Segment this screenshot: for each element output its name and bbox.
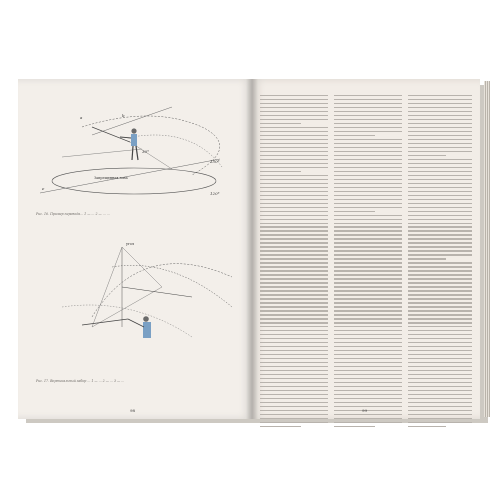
right-page [252, 79, 480, 419]
fig-bottom-label-ug: угол [126, 242, 134, 246]
angler-head-bottom [143, 316, 149, 322]
open-book [18, 79, 484, 419]
fig-top-label-b: b [122, 113, 125, 118]
right-page-column-1 [260, 95, 328, 430]
fig-top-label-angle: 30° [142, 149, 150, 154]
fig-top-label-zone: Запрещенная зона [94, 176, 128, 180]
left-page [18, 79, 252, 419]
fig-top-label-120: 120° [210, 191, 220, 196]
fig-top-label-e: е [42, 186, 45, 191]
figure-bottom [22, 227, 248, 359]
fig-top-label-a: a [80, 115, 83, 120]
right-page-number: 99 [362, 408, 368, 413]
figure-top [22, 97, 248, 209]
figure-top-drawing [22, 97, 248, 209]
right-page-column-3 [408, 95, 472, 430]
figure-bottom-drawing [22, 227, 248, 359]
figure-bottom-caption: Рис. 17. Вертикальный забор ... 1 — ... 2 — ... 3 — ... [36, 379, 125, 383]
angler-body-bottom [143, 322, 151, 338]
page-edges [484, 81, 490, 417]
book-gutter [246, 79, 258, 419]
right-page-column-2 [334, 95, 402, 430]
angler-body [131, 134, 137, 146]
fig-top-label-150: 150° [210, 159, 220, 164]
left-page-number: 98 [130, 408, 136, 413]
figure-top-caption: Рис. 16. Пример перевода... 1 — ... 2 — ... ... [36, 212, 110, 216]
angler-head [131, 128, 136, 133]
